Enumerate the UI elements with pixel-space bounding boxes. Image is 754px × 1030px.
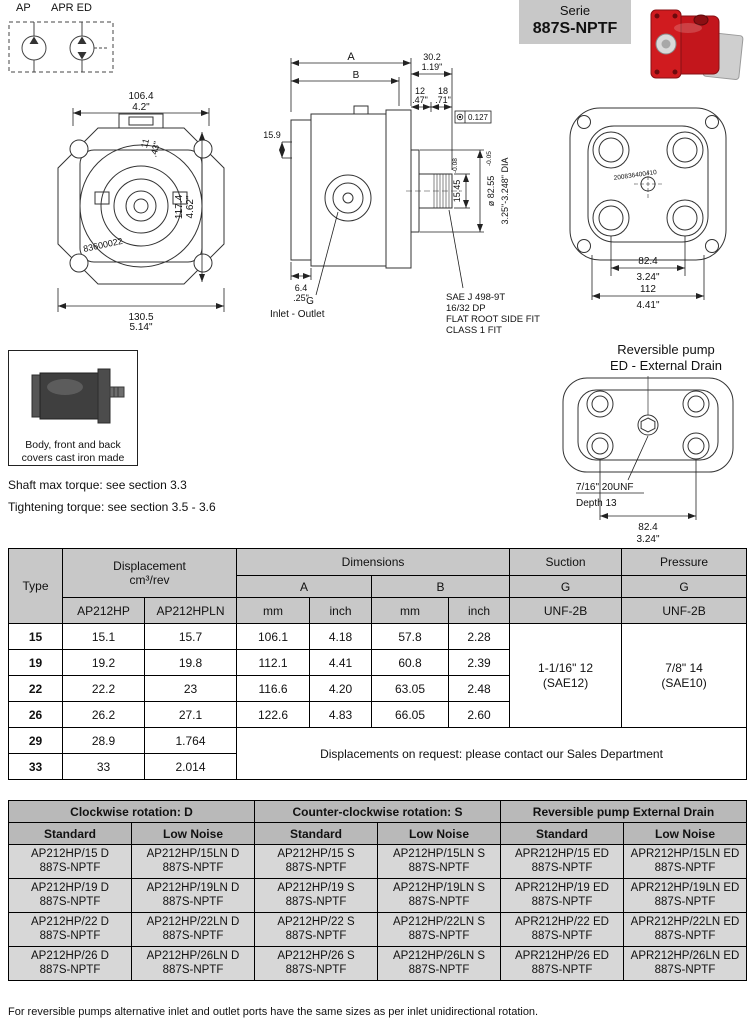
dim-spline-tolerance: -0.08 — [452, 158, 459, 173]
drain-depth-label: Depth 13 — [576, 498, 617, 509]
suction-value-cell — [510, 624, 622, 728]
order-series: 887S-NPTF — [39, 861, 101, 874]
dim-back-width-mm: 112 — [640, 284, 656, 295]
order-series: 887S-NPTF — [162, 861, 224, 874]
order-code: APR212HP/19LN ED — [630, 882, 740, 894]
series-label: Serie — [559, 3, 591, 18]
col-header-b: B — [372, 576, 510, 598]
order-series: 887S-NPTF — [39, 963, 101, 976]
dim-width-top-in: 4.2" — [132, 102, 150, 113]
pressure-value-line-1: 7/8" 14 — [665, 660, 703, 675]
order-series: 887S-NPTF — [531, 861, 593, 874]
order-code-table — [8, 800, 747, 981]
cell: 106.1 — [237, 624, 310, 650]
col-header-ap212hp: AP212HP — [63, 598, 145, 624]
order-code-cell — [255, 879, 378, 913]
col-header-a: A — [237, 576, 372, 598]
cell: 122.6 — [237, 702, 310, 728]
footer-note: For reversible pumps alternative inlet and outlet ports have the same sizes as per inlet unidirectional rotation. — [8, 1006, 539, 1018]
dim-b-label: B — [352, 70, 360, 81]
geometric-tolerance-value: 0.127 — [467, 113, 489, 122]
order-series: 887S-NPTF — [654, 861, 716, 874]
group-header-counter-clockwise: Counter-clockwise rotation: S — [255, 801, 501, 823]
order-series: 887S-NPTF — [654, 895, 716, 908]
note-tightening-torque: Tightening torque: see section 3.5 - 3.6 — [8, 500, 216, 514]
order-series: 887S-NPTF — [531, 963, 593, 976]
inlet-outlet-label: Inlet - Outlet — [270, 309, 325, 320]
cell: 2.39 — [449, 650, 510, 676]
dim-port-in: .43" — [148, 140, 162, 159]
order-code-cell — [624, 947, 747, 981]
cell: 66.05 — [372, 702, 449, 728]
col-header-b-mm: mm — [372, 598, 449, 624]
cell: 19.2 — [63, 650, 145, 676]
order-code: AP212HP/19LN D — [146, 882, 240, 894]
pilot-dia-in: 3.25"-3.248" DIA — [500, 157, 510, 225]
order-series: 887S-NPTF — [654, 963, 716, 976]
order-code-cell — [624, 845, 747, 879]
cell: 15.1 — [63, 624, 145, 650]
order-series: 887S-NPTF — [285, 861, 347, 874]
subheader-low-noise: Low Noise — [624, 823, 747, 845]
order-code: AP212HP/26LN D — [146, 950, 240, 962]
displacement-title: Displacement — [113, 559, 186, 573]
spec-table — [8, 548, 747, 780]
order-code-cell — [255, 947, 378, 981]
order-row-15 — [9, 845, 747, 879]
cast-iron-figure — [8, 350, 138, 466]
symbol-label-ap: AP — [16, 2, 31, 14]
dim-side-mm: 15.9 — [263, 130, 281, 140]
col-header-dimensions: Dimensions — [237, 549, 510, 576]
reversible-dim-in: 3.24" — [636, 534, 660, 545]
order-row-26 — [9, 947, 747, 981]
cell: 2.014 — [145, 754, 237, 780]
order-code: APR212HP/26LN ED — [630, 950, 740, 962]
back-view-drawing — [548, 100, 748, 312]
order-code: AP212HP/22LN D — [146, 916, 240, 928]
cell: 112.1 — [237, 650, 310, 676]
order-code-cell — [255, 913, 378, 947]
cell: 22.2 — [63, 676, 145, 702]
reversible-title-line-1: Reversible pump — [617, 342, 715, 357]
spec-row-15 — [9, 624, 747, 650]
dim-width-bottom-in: 5.14" — [129, 322, 153, 332]
dim-a-label: A — [347, 51, 355, 63]
order-code-cell — [9, 845, 132, 879]
series-title-box — [519, 0, 631, 44]
order-code: AP212HP/15 S — [277, 848, 355, 860]
order-code: AP212HP/26LN S — [392, 950, 486, 962]
order-series: 887S-NPTF — [408, 895, 470, 908]
dim-12-in: .47" — [412, 95, 428, 105]
order-code: AP212HP/15LN D — [146, 848, 240, 860]
subheader-low-noise: Low Noise — [132, 823, 255, 845]
order-row-19 — [9, 879, 747, 913]
order-code: AP212HP/22 S — [277, 916, 355, 928]
subheader-standard: Standard — [9, 823, 132, 845]
dim-18-mm: 18 — [437, 86, 449, 96]
cell: 2.28 — [449, 624, 510, 650]
cell: 4.18 — [310, 624, 372, 650]
dim-width-top-mm: 106.4 — [128, 91, 154, 102]
col-header-pressure: Pressure — [622, 549, 747, 576]
dim-12-mm: 12 — [414, 86, 426, 96]
col-header-suction: Suction — [510, 549, 622, 576]
dim-bolt-spacing-in: 3.24" — [636, 272, 660, 283]
order-series: 887S-NPTF — [162, 929, 224, 942]
displacement-unit: cm³/rev — [129, 573, 170, 587]
cell: 57.8 — [372, 624, 449, 650]
cast-iron-caption-line-2: covers cast iron made — [21, 451, 125, 464]
order-series: 887S-NPTF — [408, 929, 470, 942]
suction-unf: UNF-2B — [510, 598, 622, 624]
cell-type: 22 — [9, 676, 63, 702]
dim-cover-in: .25" — [293, 293, 309, 303]
order-series: 887S-NPTF — [408, 861, 470, 874]
drain-thread-label: 7/16" 20UNF — [576, 482, 634, 493]
subheader-standard: Standard — [255, 823, 378, 845]
pressure-value-line-2: (SAE10) — [661, 675, 707, 690]
order-code: AP212HP/15LN S — [392, 848, 486, 860]
order-code-cell — [132, 913, 255, 947]
order-code: APR212HP/15 ED — [515, 848, 609, 860]
cell: 4.41 — [310, 650, 372, 676]
cell: 2.48 — [449, 676, 510, 702]
pressure-value-cell — [622, 624, 747, 728]
col-header-type: Type — [9, 549, 63, 624]
order-code: APR212HP/15LN ED — [630, 848, 740, 860]
pilot-dia-tolerance: -0.05 — [486, 151, 493, 166]
dim-shaft-in: 1.19" — [421, 62, 443, 72]
order-series: 887S-NPTF — [162, 895, 224, 908]
cell-type: 33 — [9, 754, 63, 780]
reversible-pump-drawing — [548, 374, 748, 546]
col-header-ap212hpln: AP212HPLN — [145, 598, 237, 624]
back-view-outline — [570, 108, 726, 260]
front-view-drawing — [16, 86, 256, 332]
spec-row-29 — [9, 728, 747, 754]
order-code: APR212HP/19 ED — [515, 882, 609, 894]
col-header-a-inch: inch — [310, 598, 372, 624]
order-code-cell — [501, 879, 624, 913]
cell: 63.05 — [372, 676, 449, 702]
order-code-cell — [132, 845, 255, 879]
dim-spline-mm: 15.45 — [452, 179, 462, 203]
reversible-outline — [563, 376, 733, 472]
side-view-outline — [291, 106, 462, 268]
port-g-label: G — [306, 296, 314, 307]
cell: 33 — [63, 754, 145, 780]
cell: 27.1 — [145, 702, 237, 728]
order-series: 887S-NPTF — [285, 929, 347, 942]
sae-spec-line-3: FLAT ROOT SIDE FIT — [446, 314, 540, 325]
order-code-cell — [132, 879, 255, 913]
order-code-cell — [501, 845, 624, 879]
col-header-a-mm: mm — [237, 598, 310, 624]
order-code: AP212HP/26 D — [31, 950, 109, 962]
serial-number-front: 83600022 — [82, 235, 124, 254]
cell: 26.2 — [63, 702, 145, 728]
order-series: 887S-NPTF — [39, 895, 101, 908]
order-series: 887S-NPTF — [285, 963, 347, 976]
cell: 2.60 — [449, 702, 510, 728]
suction-value-line-1: 1-1/16" 12 — [538, 660, 594, 675]
cast-iron-caption-line-1: Body, front and back — [25, 439, 121, 451]
cast-iron-pump-image — [10, 357, 136, 431]
order-series: 887S-NPTF — [408, 963, 470, 976]
order-series: 887S-NPTF — [39, 929, 101, 942]
sae-spec-line-1: SAE J 498-9T — [446, 292, 506, 303]
order-series: 887S-NPTF — [285, 895, 347, 908]
dim-18-in: .71" — [435, 95, 451, 105]
cell: 19.8 — [145, 650, 237, 676]
dim-shaft-mm: 30.2 — [423, 52, 441, 62]
order-code-cell — [378, 879, 501, 913]
side-view-drawing — [256, 48, 546, 338]
order-row-22 — [9, 913, 747, 947]
order-code: AP212HP/22 D — [31, 916, 109, 928]
order-code-cell — [9, 913, 132, 947]
order-code: APR212HP/22 ED — [515, 916, 609, 928]
dim-height-in: 4.62" — [185, 195, 196, 219]
suction-g: G — [510, 576, 622, 598]
order-code: AP212HP/19 D — [31, 882, 109, 894]
dim-cover-mm: 6.4 — [294, 283, 308, 293]
dim-back-width-in: 4.41" — [636, 300, 660, 311]
cell: 4.20 — [310, 676, 372, 702]
cell: 60.8 — [372, 650, 449, 676]
order-code-cell — [624, 879, 747, 913]
dim-port-mm: 11 — [139, 137, 152, 150]
note-shaft-torque: Shaft max torque: see section 3.3 — [8, 478, 187, 492]
dim-width-bottom-mm: 130.5 — [128, 312, 154, 323]
order-series: 887S-NPTF — [531, 895, 593, 908]
order-code: APR212HP/26 ED — [515, 950, 609, 962]
cell-type: 26 — [9, 702, 63, 728]
order-code: AP212HP/19LN S — [392, 882, 486, 894]
sae-spec-line-4: CLASS 1 FIT — [446, 325, 502, 336]
serial-number-back: 200836400410 — [613, 169, 658, 182]
order-code-cell — [378, 913, 501, 947]
order-code: AP212HP/26 S — [277, 950, 355, 962]
cell-type: 19 — [9, 650, 63, 676]
col-header-b-inch: inch — [449, 598, 510, 624]
order-code: AP212HP/19 S — [277, 882, 355, 894]
series-value: 887S-NPTF — [532, 20, 618, 37]
displacements-note-cell: Displacements on request: please contact our Sales Department — [237, 728, 747, 780]
cell: 1.764 — [145, 728, 237, 754]
group-header-clockwise: Clockwise rotation: D — [9, 801, 255, 823]
order-code-cell — [378, 845, 501, 879]
reversible-title-line-2: ED - External Drain — [610, 358, 722, 373]
col-header-displacement — [63, 549, 237, 598]
dim-height-mm: 117.4 — [174, 194, 185, 220]
order-code-cell — [9, 947, 132, 981]
sae-spec-line-2: 16/32 DP — [446, 303, 486, 314]
order-series: 887S-NPTF — [531, 929, 593, 942]
order-code-cell — [624, 913, 747, 947]
reversible-pump-title — [580, 342, 752, 374]
cell: 4.83 — [310, 702, 372, 728]
order-series: 887S-NPTF — [654, 929, 716, 942]
pressure-unf: UNF-2B — [622, 598, 747, 624]
order-code-cell — [9, 879, 132, 913]
cell: 15.7 — [145, 624, 237, 650]
order-code-cell — [501, 913, 624, 947]
hydraulic-symbol-diagram — [6, 14, 118, 78]
cell-type: 15 — [9, 624, 63, 650]
subheader-standard: Standard — [501, 823, 624, 845]
order-code: AP212HP/22LN S — [392, 916, 486, 928]
group-header-reversible: Reversible pump External Drain — [501, 801, 747, 823]
cell: 23 — [145, 676, 237, 702]
pilot-dia-mm: ø 82.55 — [486, 175, 496, 207]
subheader-low-noise: Low Noise — [378, 823, 501, 845]
order-code: AP212HP/15 D — [31, 848, 109, 860]
suction-value-line-2: (SAE12) — [542, 675, 589, 690]
cell-type: 29 — [9, 728, 63, 754]
symbol-label-apr-ed: APR ED — [51, 2, 92, 14]
order-code-cell — [255, 845, 378, 879]
order-code: APR212HP/22LN ED — [630, 916, 740, 928]
cell: 28.9 — [63, 728, 145, 754]
cell: 116.6 — [237, 676, 310, 702]
pressure-g: G — [622, 576, 747, 598]
order-code-cell — [378, 947, 501, 981]
dim-bolt-spacing-mm: 82.4 — [638, 256, 658, 267]
order-series: 887S-NPTF — [162, 963, 224, 976]
order-code-cell — [132, 947, 255, 981]
pump-product-photo — [643, 0, 751, 86]
order-code-cell — [501, 947, 624, 981]
reversible-dim-mm: 82.4 — [638, 522, 658, 533]
